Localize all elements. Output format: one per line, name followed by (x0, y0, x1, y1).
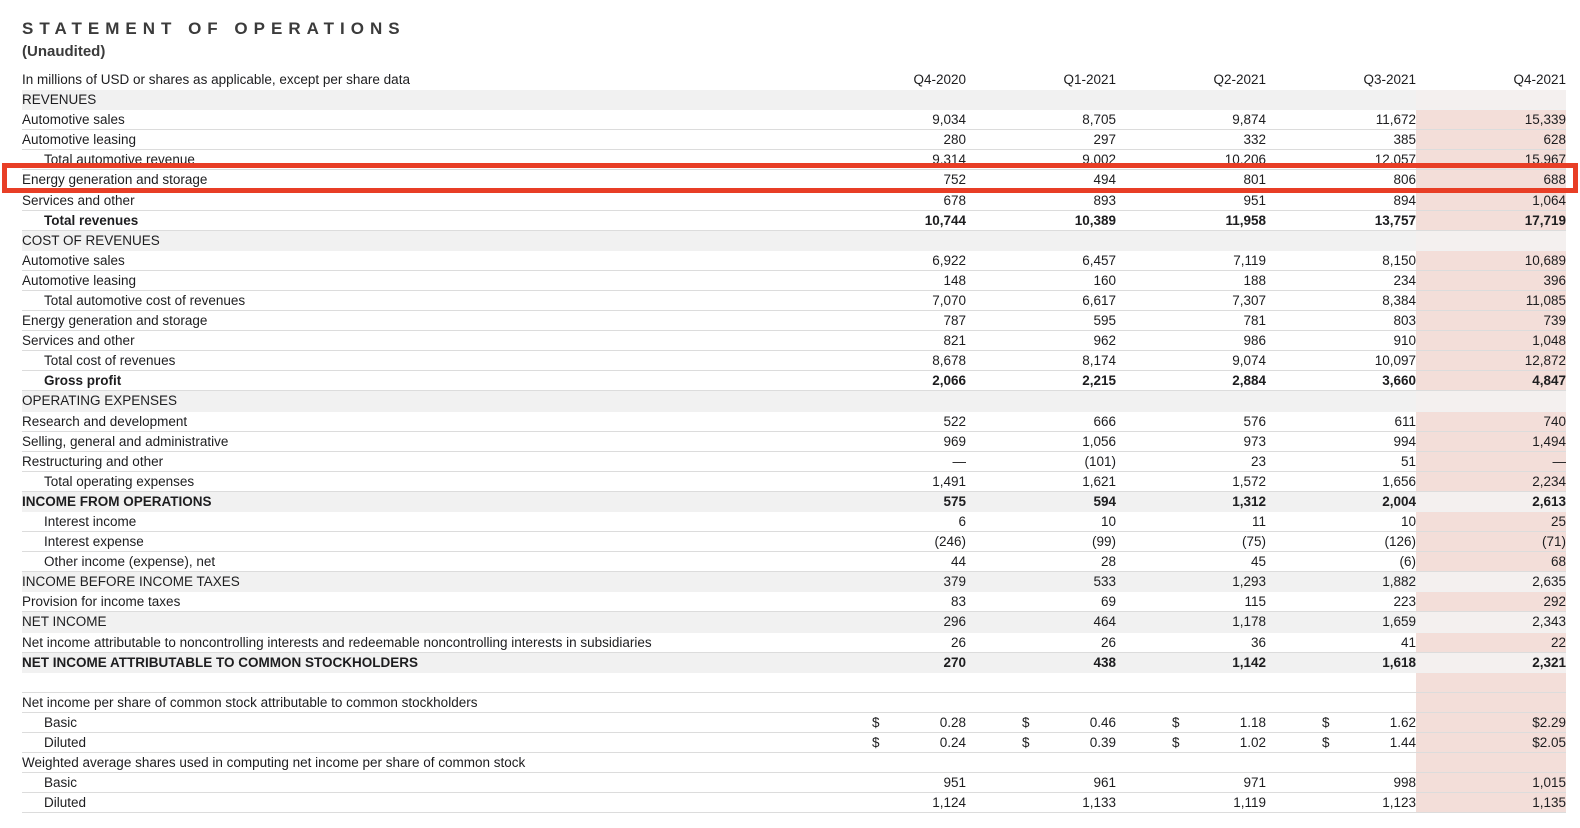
value-cell: 688 (1416, 170, 1566, 189)
value-cell: 6 (958, 514, 966, 530)
value-cell: 7,070 (932, 292, 966, 308)
value-cell: 148 (943, 272, 966, 288)
row-label: Services and other (22, 333, 135, 349)
row-label: INCOME FROM OPERATIONS (22, 493, 212, 509)
value-cell: 297 (1093, 132, 1116, 148)
value-cell: 801 (1243, 172, 1266, 188)
value-text: 1.02 (1239, 735, 1266, 751)
value-cell: 2,321 (1416, 653, 1566, 672)
row-label: Gross profit (44, 373, 122, 389)
row-label: Diluted (44, 795, 87, 811)
column-header-q3-2021: Q3-2021 (1363, 71, 1416, 87)
value-cell: 2,234 (1416, 472, 1566, 491)
row-label: OPERATING EXPENSES (22, 393, 178, 409)
value-cell: 8,678 (932, 353, 966, 369)
value-cell: 17,719 (1416, 211, 1566, 230)
value-cell: 781 (1243, 313, 1266, 329)
section-row (22, 90, 1566, 110)
row-label: Total operating expenses (44, 473, 195, 489)
section-row (22, 231, 1566, 251)
value-cell: 2,066 (932, 373, 966, 389)
value-cell: 10 (1400, 514, 1416, 530)
section-row (22, 612, 1566, 632)
value-cell: 11,958 (1225, 212, 1266, 228)
value-cell: 11,672 (1375, 112, 1416, 128)
value-cell: 3,660 (1382, 373, 1416, 389)
value-cell: 1,659 (1382, 614, 1416, 630)
value-cell (1416, 90, 1566, 109)
table-row (22, 592, 1566, 612)
value-cell (966, 735, 1116, 750)
value-cell: 396 (1416, 271, 1566, 290)
value-cell: 7,119 (1233, 252, 1266, 268)
value-cell: 8,174 (1082, 353, 1116, 369)
row-label: Basic (44, 714, 78, 730)
value-cell: 894 (1393, 192, 1416, 208)
value-text: 2.29 (1539, 714, 1566, 730)
row-label: Energy generation and storage (22, 313, 208, 329)
row-label: Restructuring and other (22, 453, 164, 469)
value-cell: 10 (1100, 514, 1116, 530)
value-cell: 2,884 (1232, 373, 1266, 389)
value-text: 0.46 (1089, 714, 1116, 730)
table-row (22, 793, 1566, 813)
value-cell: 971 (1243, 775, 1266, 791)
value-cell (1416, 231, 1566, 250)
value-cell: 951 (943, 775, 966, 791)
value-cell: 1,882 (1382, 574, 1416, 590)
value-cell (1416, 733, 1566, 752)
value-cell: 575 (943, 493, 966, 509)
row-label: COST OF REVENUES (22, 232, 160, 248)
value-cell: 2,613 (1416, 492, 1566, 511)
value-cell: 1,621 (1082, 473, 1116, 489)
row-label: NET INCOME ATTRIBUTABLE TO COMMON STOCKHOLDERS (22, 654, 418, 670)
value-cell: 11,085 (1416, 291, 1566, 310)
value-cell: 9,074 (1232, 353, 1266, 369)
value-cell: 12,872 (1416, 351, 1566, 370)
value-cell: 576 (1243, 413, 1266, 429)
value-cell: 44 (950, 554, 966, 570)
value-cell: 234 (1393, 272, 1416, 288)
table-row (22, 452, 1566, 472)
value-text: 0.39 (1089, 735, 1116, 751)
row-label: Basic (44, 775, 78, 791)
value-cell: 6,457 (1082, 252, 1116, 268)
value-cell: 45 (1250, 554, 1266, 570)
row-label: Other income (expense), net (44, 554, 216, 570)
row-label: Total revenues (44, 212, 139, 228)
currency-symbol: $ (1172, 735, 1180, 751)
value-cell: 11 (1251, 514, 1266, 530)
table-row (22, 773, 1566, 793)
operations-table (22, 68, 1566, 813)
column-header-q2-2021: Q2-2021 (1213, 71, 1266, 87)
currency-symbol: $ (1022, 735, 1030, 751)
row-label: REVENUES (22, 92, 97, 108)
page-subtitle: (Unaudited) (22, 43, 106, 60)
column-header-q1-2021: Q1-2021 (1063, 71, 1116, 87)
table-row (22, 693, 1566, 713)
value-cell: 2,004 (1382, 493, 1416, 509)
value-cell: 9,034 (932, 112, 966, 128)
table-row (22, 190, 1566, 210)
value-cell: 1,618 (1382, 654, 1416, 670)
value-cell (1266, 715, 1416, 730)
value-cell: 8,705 (1082, 112, 1116, 128)
table-row (22, 512, 1566, 532)
value-cell: 533 (1093, 574, 1116, 590)
row-label: Net income per share of common stock attributable to common stockholders (22, 694, 478, 710)
row-label: Provision for income taxes (22, 594, 181, 610)
value-cell: 7,307 (1232, 292, 1266, 308)
value-cell: 385 (1393, 132, 1416, 148)
value-cell: 2,635 (1416, 572, 1566, 591)
value-cell: (126) (1384, 534, 1416, 550)
value-text: 2.05 (1539, 735, 1566, 751)
currency-symbol: $ (1172, 714, 1180, 730)
value-cell: 1,142 (1232, 654, 1266, 670)
value-cell: 821 (943, 333, 966, 349)
value-cell: 1,572 (1232, 473, 1266, 489)
value-cell: 270 (943, 654, 966, 670)
value-cell: 26 (950, 634, 966, 650)
value-cell: 1,015 (1416, 773, 1566, 792)
value-cell: 15,967 (1416, 150, 1566, 169)
value-cell: 666 (1093, 413, 1116, 429)
value-cell: 6,617 (1082, 292, 1116, 308)
value-cell: 69 (1100, 594, 1116, 610)
table-row (22, 251, 1566, 271)
value-cell: 36 (1250, 634, 1266, 650)
table-row (22, 472, 1566, 492)
value-cell: 332 (1243, 132, 1266, 148)
table-row (22, 331, 1566, 351)
value-cell: 25 (1416, 512, 1566, 531)
table-row (22, 412, 1566, 432)
row-label: Interest expense (44, 534, 144, 550)
row-label: Total cost of revenues (44, 353, 176, 369)
value-cell: 1,124 (932, 795, 966, 811)
value-cell: 10,389 (1074, 212, 1116, 228)
table-row (22, 733, 1566, 753)
value-cell: 83 (950, 594, 966, 610)
row-label: Selling, general and administrative (22, 433, 229, 449)
value-cell: 188 (1243, 272, 1266, 288)
value-cell: (71) (1416, 532, 1566, 551)
value-cell: 51 (1400, 453, 1416, 469)
value-text: 1.44 (1389, 735, 1416, 751)
value-cell (1266, 735, 1416, 750)
value-cell: 26 (1100, 634, 1116, 650)
value-cell: 678 (943, 192, 966, 208)
value-cell: 10,206 (1224, 152, 1266, 168)
table-row (22, 432, 1566, 452)
section-row (22, 391, 1566, 411)
value-cell: 740 (1416, 412, 1566, 431)
value-cell: 595 (1093, 313, 1116, 329)
value-cell: 115 (1244, 594, 1266, 610)
value-cell: 1,312 (1232, 493, 1266, 509)
currency-symbol: $ (1532, 714, 1540, 730)
value-cell: 22 (1416, 633, 1566, 652)
table-row (22, 532, 1566, 552)
value-cell: 1,133 (1082, 795, 1116, 811)
page-title: STATEMENT OF OPERATIONS (22, 19, 406, 38)
currency-symbol: $ (872, 735, 880, 751)
table-row (22, 753, 1566, 773)
value-cell: (101) (1084, 453, 1116, 469)
table-row (22, 211, 1566, 231)
value-cell: 464 (1093, 614, 1116, 630)
row-label: Automotive leasing (22, 272, 137, 288)
value-cell: 160 (1093, 272, 1116, 288)
currency-symbol: $ (1532, 735, 1540, 751)
row-label: Total automotive revenue (44, 152, 195, 168)
value-cell: 1,293 (1232, 574, 1266, 590)
value-cell: 986 (1243, 333, 1266, 349)
table-row (22, 150, 1566, 170)
value-cell (1416, 673, 1566, 692)
value-cell: 1,064 (1416, 190, 1566, 209)
value-cell: 1,123 (1382, 795, 1416, 811)
value-cell: 8,150 (1382, 252, 1416, 268)
row-label: Energy generation and storage (22, 172, 208, 188)
value-cell: 1,135 (1416, 793, 1566, 812)
value-cell: — (952, 453, 966, 469)
value-cell: 951 (1243, 192, 1266, 208)
value-cell: 787 (943, 313, 966, 329)
value-cell (816, 735, 966, 750)
value-cell: 1,491 (932, 473, 966, 489)
value-cell: 522 (943, 413, 966, 429)
value-cell: 739 (1416, 311, 1566, 330)
table-row (22, 170, 1566, 190)
table-row (22, 552, 1566, 572)
value-cell: 296 (943, 614, 966, 630)
value-cell (1116, 715, 1266, 730)
table-row (22, 110, 1566, 130)
value-cell: 15,339 (1416, 110, 1566, 129)
value-cell: 223 (1393, 594, 1416, 610)
value-cell: 23 (1250, 453, 1266, 469)
value-cell: 1,048 (1416, 331, 1566, 350)
value-cell (1416, 693, 1566, 712)
table-header-row (22, 68, 1566, 90)
value-cell: 961 (1093, 775, 1116, 791)
value-cell: 4,847 (1416, 371, 1566, 390)
value-cell: 28 (1100, 554, 1116, 570)
value-cell: (75) (1241, 534, 1266, 550)
value-cell: 8,384 (1382, 292, 1416, 308)
value-cell (966, 715, 1116, 730)
value-cell: — (1416, 452, 1566, 471)
table-row (22, 130, 1566, 150)
row-label: NET INCOME (22, 614, 107, 630)
value-cell: 806 (1393, 172, 1416, 188)
value-cell: 41 (1400, 634, 1416, 650)
value-text: 0.24 (939, 735, 966, 751)
section-row (22, 653, 1566, 673)
value-cell: 752 (943, 172, 966, 188)
value-cell (1116, 735, 1266, 750)
value-cell: 379 (943, 574, 966, 590)
value-cell: 962 (1093, 333, 1116, 349)
value-cell: (6) (1399, 554, 1416, 570)
row-label: Weighted average shares used in computing net income per share of common stock (22, 755, 526, 771)
gap-row (22, 673, 1566, 693)
table-row (22, 633, 1566, 653)
value-cell: 1,178 (1232, 614, 1266, 630)
value-cell (816, 715, 966, 730)
value-cell: 68 (1416, 552, 1566, 571)
value-cell: 9,002 (1082, 152, 1116, 168)
row-label: Automotive sales (22, 252, 125, 268)
value-cell: 973 (1243, 433, 1266, 449)
currency-symbol: $ (1322, 735, 1330, 751)
table-row (22, 371, 1566, 391)
value-cell: 628 (1416, 130, 1566, 149)
value-text: 1.18 (1239, 714, 1266, 730)
row-label: Diluted (44, 735, 87, 751)
row-label: INCOME BEFORE INCOME TAXES (22, 574, 240, 590)
value-cell: 9,314 (932, 152, 966, 168)
value-cell: 12,057 (1374, 152, 1416, 168)
value-cell: 594 (1093, 493, 1116, 509)
value-cell: 2,343 (1416, 612, 1566, 631)
value-cell: 1,056 (1082, 433, 1116, 449)
value-cell: 998 (1393, 775, 1416, 791)
value-cell: (99) (1091, 534, 1116, 550)
value-cell: 9,874 (1232, 112, 1266, 128)
section-row (22, 492, 1566, 512)
row-label: Total automotive cost of revenues (44, 292, 246, 308)
value-cell: 994 (1393, 433, 1416, 449)
table-row (22, 271, 1566, 291)
value-cell: 280 (943, 132, 966, 148)
table-row (22, 713, 1566, 733)
value-cell (1416, 391, 1566, 410)
currency-symbol: $ (872, 714, 880, 730)
value-cell: 494 (1093, 172, 1116, 188)
value-cell: 13,757 (1374, 212, 1416, 228)
value-text: 1.62 (1389, 714, 1416, 730)
value-cell (1416, 753, 1566, 772)
column-header-q4-2021: Q4-2021 (1513, 71, 1566, 87)
value-cell: 292 (1416, 592, 1566, 611)
value-cell: 2,215 (1082, 373, 1116, 389)
table-body (22, 90, 1566, 813)
value-cell: 611 (1394, 413, 1416, 429)
value-text: 0.28 (939, 714, 966, 730)
row-label: Automotive leasing (22, 132, 137, 148)
value-cell: 910 (1393, 333, 1416, 349)
table-row (22, 311, 1566, 331)
row-label: Research and development (22, 413, 188, 429)
value-cell: 803 (1393, 313, 1416, 329)
value-cell: (246) (934, 534, 966, 550)
value-cell: 1,119 (1233, 795, 1266, 811)
currency-symbol: $ (1322, 714, 1330, 730)
value-cell: 1,494 (1416, 432, 1566, 451)
value-cell: 10,689 (1416, 251, 1566, 270)
unit-note: In millions of USD or shares as applicable, except per share data (22, 71, 410, 87)
value-cell: 10,744 (924, 212, 966, 228)
table-row (22, 351, 1566, 371)
value-cell: 1,656 (1382, 473, 1416, 489)
row-label: Net income attributable to noncontrolling interests and redeemable noncontrolling interests in subsidiaries (22, 634, 652, 650)
value-cell: 893 (1093, 192, 1116, 208)
value-cell: 10,097 (1374, 353, 1416, 369)
currency-symbol: $ (1022, 714, 1030, 730)
table-row (22, 291, 1566, 311)
row-label: Interest income (44, 514, 137, 530)
column-header-q4-2020: Q4-2020 (913, 71, 966, 87)
value-cell: 438 (1093, 654, 1116, 670)
value-cell: 969 (943, 433, 966, 449)
row-label: Automotive sales (22, 112, 125, 128)
value-cell (1416, 713, 1566, 732)
value-cell: 6,922 (932, 252, 966, 268)
row-label: Services and other (22, 192, 135, 208)
section-row (22, 572, 1566, 592)
